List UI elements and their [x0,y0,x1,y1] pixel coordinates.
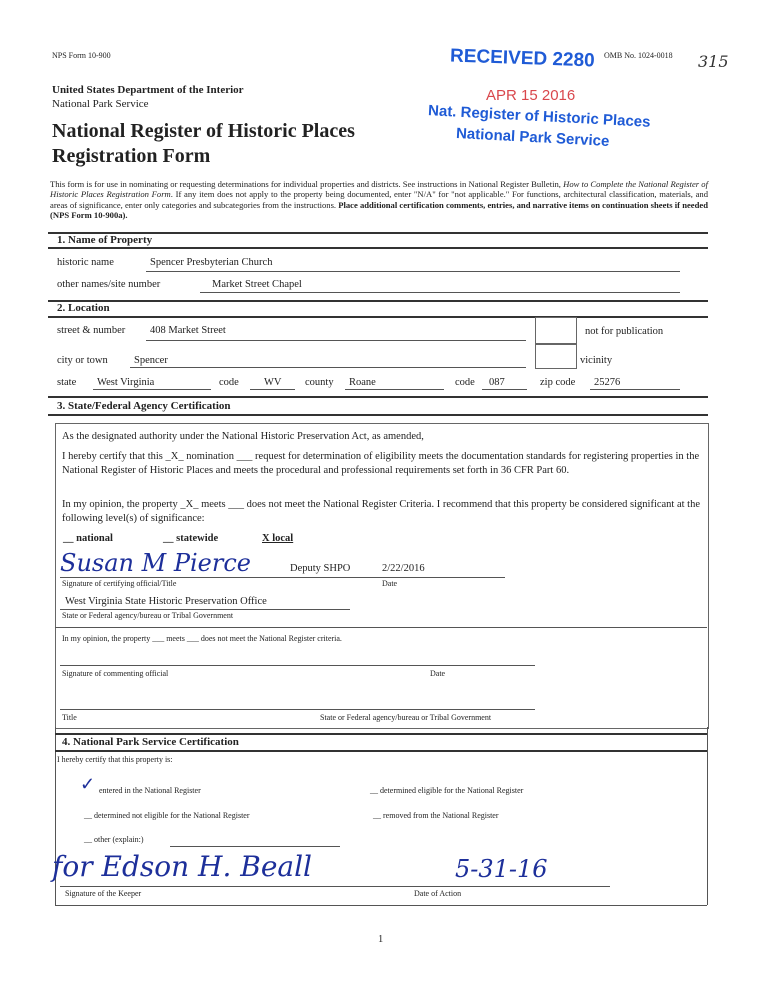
section-4-heading: 4. National Park Service Certification [62,736,239,748]
commenting-date-label: Date [430,669,446,678]
option-removed[interactable]: __ removed from the National Register [373,811,499,820]
certifying-date: 2/22/2016 [382,563,425,574]
section-3-heading: 3. State/Federal Agency Certification [57,400,231,412]
historic-name-label: historic name [57,257,114,268]
state-code-field[interactable]: WV [264,377,282,388]
page-number: 1 [378,934,384,945]
signature-label: Signature of certifying official/Title [62,579,177,588]
office-label: State or Federal agency/bureau or Tribal Government [62,611,234,620]
vicinity-label: vicinity [580,355,613,366]
level-statewide[interactable]: __ statewide [163,533,219,544]
option-other[interactable]: __ other (explain:) [84,835,144,844]
certify-statement: I hereby certify that this _X_ nomination ___ request for determination of eligibility meets the documentation standards for registering properties in the National Register of Historic Places and meets the procedural and professional requirements set forth in 36 CFR Part 60. [62,451,700,476]
department: United States Department of the Interior [52,84,244,96]
stamp-line-2: National Park Service [455,124,610,151]
level-national[interactable]: __ national [63,533,113,544]
handwritten-number: 315 [698,52,729,71]
zip-field[interactable]: 25276 [594,377,621,388]
certifying-office: West Virginia State Historic Preservation Office [65,596,267,607]
not-for-publication-checkbox[interactable] [535,317,577,345]
county-label: county [305,377,334,388]
option-determined-eligible[interactable]: __ determined eligible for the National Register [370,786,524,795]
certifying-signature: Susan M Pierce [60,549,251,577]
page-title: National Register of Historic Places [52,120,355,142]
authority-statement: As the designated authority under the National Historic Preservation Act, as amended, [62,431,424,442]
omb-number: OMB No. 1024-0018 [604,51,673,60]
form-number: NPS Form 10-900 [52,51,111,60]
agency-label: State or Federal agency/bureau or Tribal Government [320,713,492,722]
keeper-signature: for Edson H. Beall [52,850,312,883]
not-for-publication-label: not for publication [585,326,664,337]
street-label: street & number [57,325,126,336]
historic-name-field[interactable]: Spencer Presbyterian Church [150,257,273,268]
commenting-signature-label: Signature of commenting official [62,669,169,678]
instructions: This form is for use in nominating or requesting determinations for individual properties and districts. See instructions in National Register Bulletin, How to Complete the National Register of Historic Places Registration Form. If any item does not apply to the property being documented, enter "N/A" for "not applicable." For functions, architectural classification, materials, and areas of significance, enter only categories and subcategories from the instructions. Place additional certification comments, entries, and narrative items on continuation sheets if needed (NPS Form 10-900a). [50,179,709,221]
county-code-label: code [455,377,475,388]
opinion-statement: In my opinion, the property _X_ meets ___ does not meet the National Register Criteria. I recommend that this property be considered significant at the following level(s) of significance: [62,499,700,524]
agency: National Park Service [52,98,149,110]
action-date: 5-31-16 [455,855,548,883]
action-date-label: Date of Action [414,889,462,898]
received-date-stamp: APR 15 2016 [486,87,576,104]
other-names-label: other names/site number [57,279,161,290]
section-1-heading: 1. Name of Property [57,234,153,246]
section-2-heading: 2. Location [57,302,110,314]
stamp-line-1: Nat. Register of Historic Places [427,102,651,131]
nps-certify-intro: I hereby certify that this property is: [57,755,173,764]
street-field[interactable]: 408 Market Street [150,325,226,336]
level-local[interactable]: X local [262,533,294,544]
county-field[interactable]: Roane [349,377,376,388]
certifying-title: Deputy SHPO [290,563,351,574]
zip-label: zip code [540,377,576,388]
date-label: Date [382,579,398,588]
city-field[interactable]: Spencer [134,355,168,366]
option-entered[interactable]: entered in the National Register [99,786,201,795]
option-not-eligible[interactable]: __ determined not eligible for the National Register [84,811,250,820]
received-stamp: RECEIVED 2280 [449,45,596,72]
county-code-field[interactable]: 087 [489,377,505,388]
title-label: Title [62,713,77,722]
page-subtitle: Registration Form [52,145,211,167]
vicinity-checkbox[interactable] [535,343,577,369]
state-code-label: code [219,377,239,388]
state-field[interactable]: West Virginia [97,377,155,388]
other-names-field[interactable]: Market Street Chapel [212,279,302,290]
comment-opinion: In my opinion, the property ___ meets ___ does not meet the National Register criteria. [62,634,342,643]
city-label: city or town [57,355,108,366]
keeper-signature-label: Signature of the Keeper [65,889,142,898]
checkmark-icon: ✓ [80,774,96,794]
state-label: state [57,377,77,388]
